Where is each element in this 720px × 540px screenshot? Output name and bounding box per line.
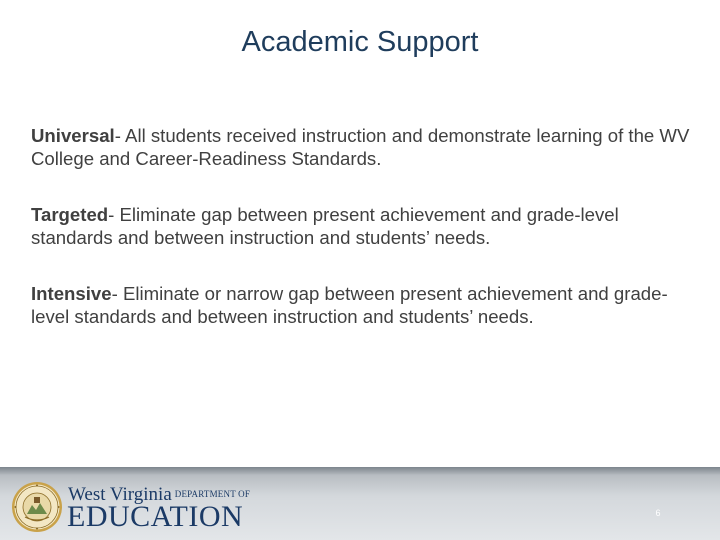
footer-top-band [0,467,720,474]
term-universal: Universal [31,125,115,146]
logo-education: EDUCATION [67,500,244,533]
page-number: 6 [655,508,661,518]
logo-state-name: West Virginia [68,484,172,505]
state-seal-icon [11,481,63,533]
slide-content [31,124,691,361]
term-intensive: Intensive [31,283,112,304]
logo-department: DEPARTMENT OF [174,489,251,499]
paragraph-intensive [31,282,691,328]
term-targeted: Targeted [31,204,109,225]
description-universal: - All students received instruction and demonstrate learning of the WV College and Career-Readiness Standards. [31,125,690,169]
description-targeted: - Eliminate gap between present achievement and grade-level standards and between instruction and students’ needs. [31,204,619,248]
wv-education-logo [68,484,258,532]
slide-title: Academic Support [241,26,479,58]
paragraph-universal [31,124,691,170]
paragraph-targeted [31,203,691,249]
description-intensive: - Eliminate or narrow gap between present achievement and grade-level standards and between instruction and students’ needs. [31,283,668,327]
